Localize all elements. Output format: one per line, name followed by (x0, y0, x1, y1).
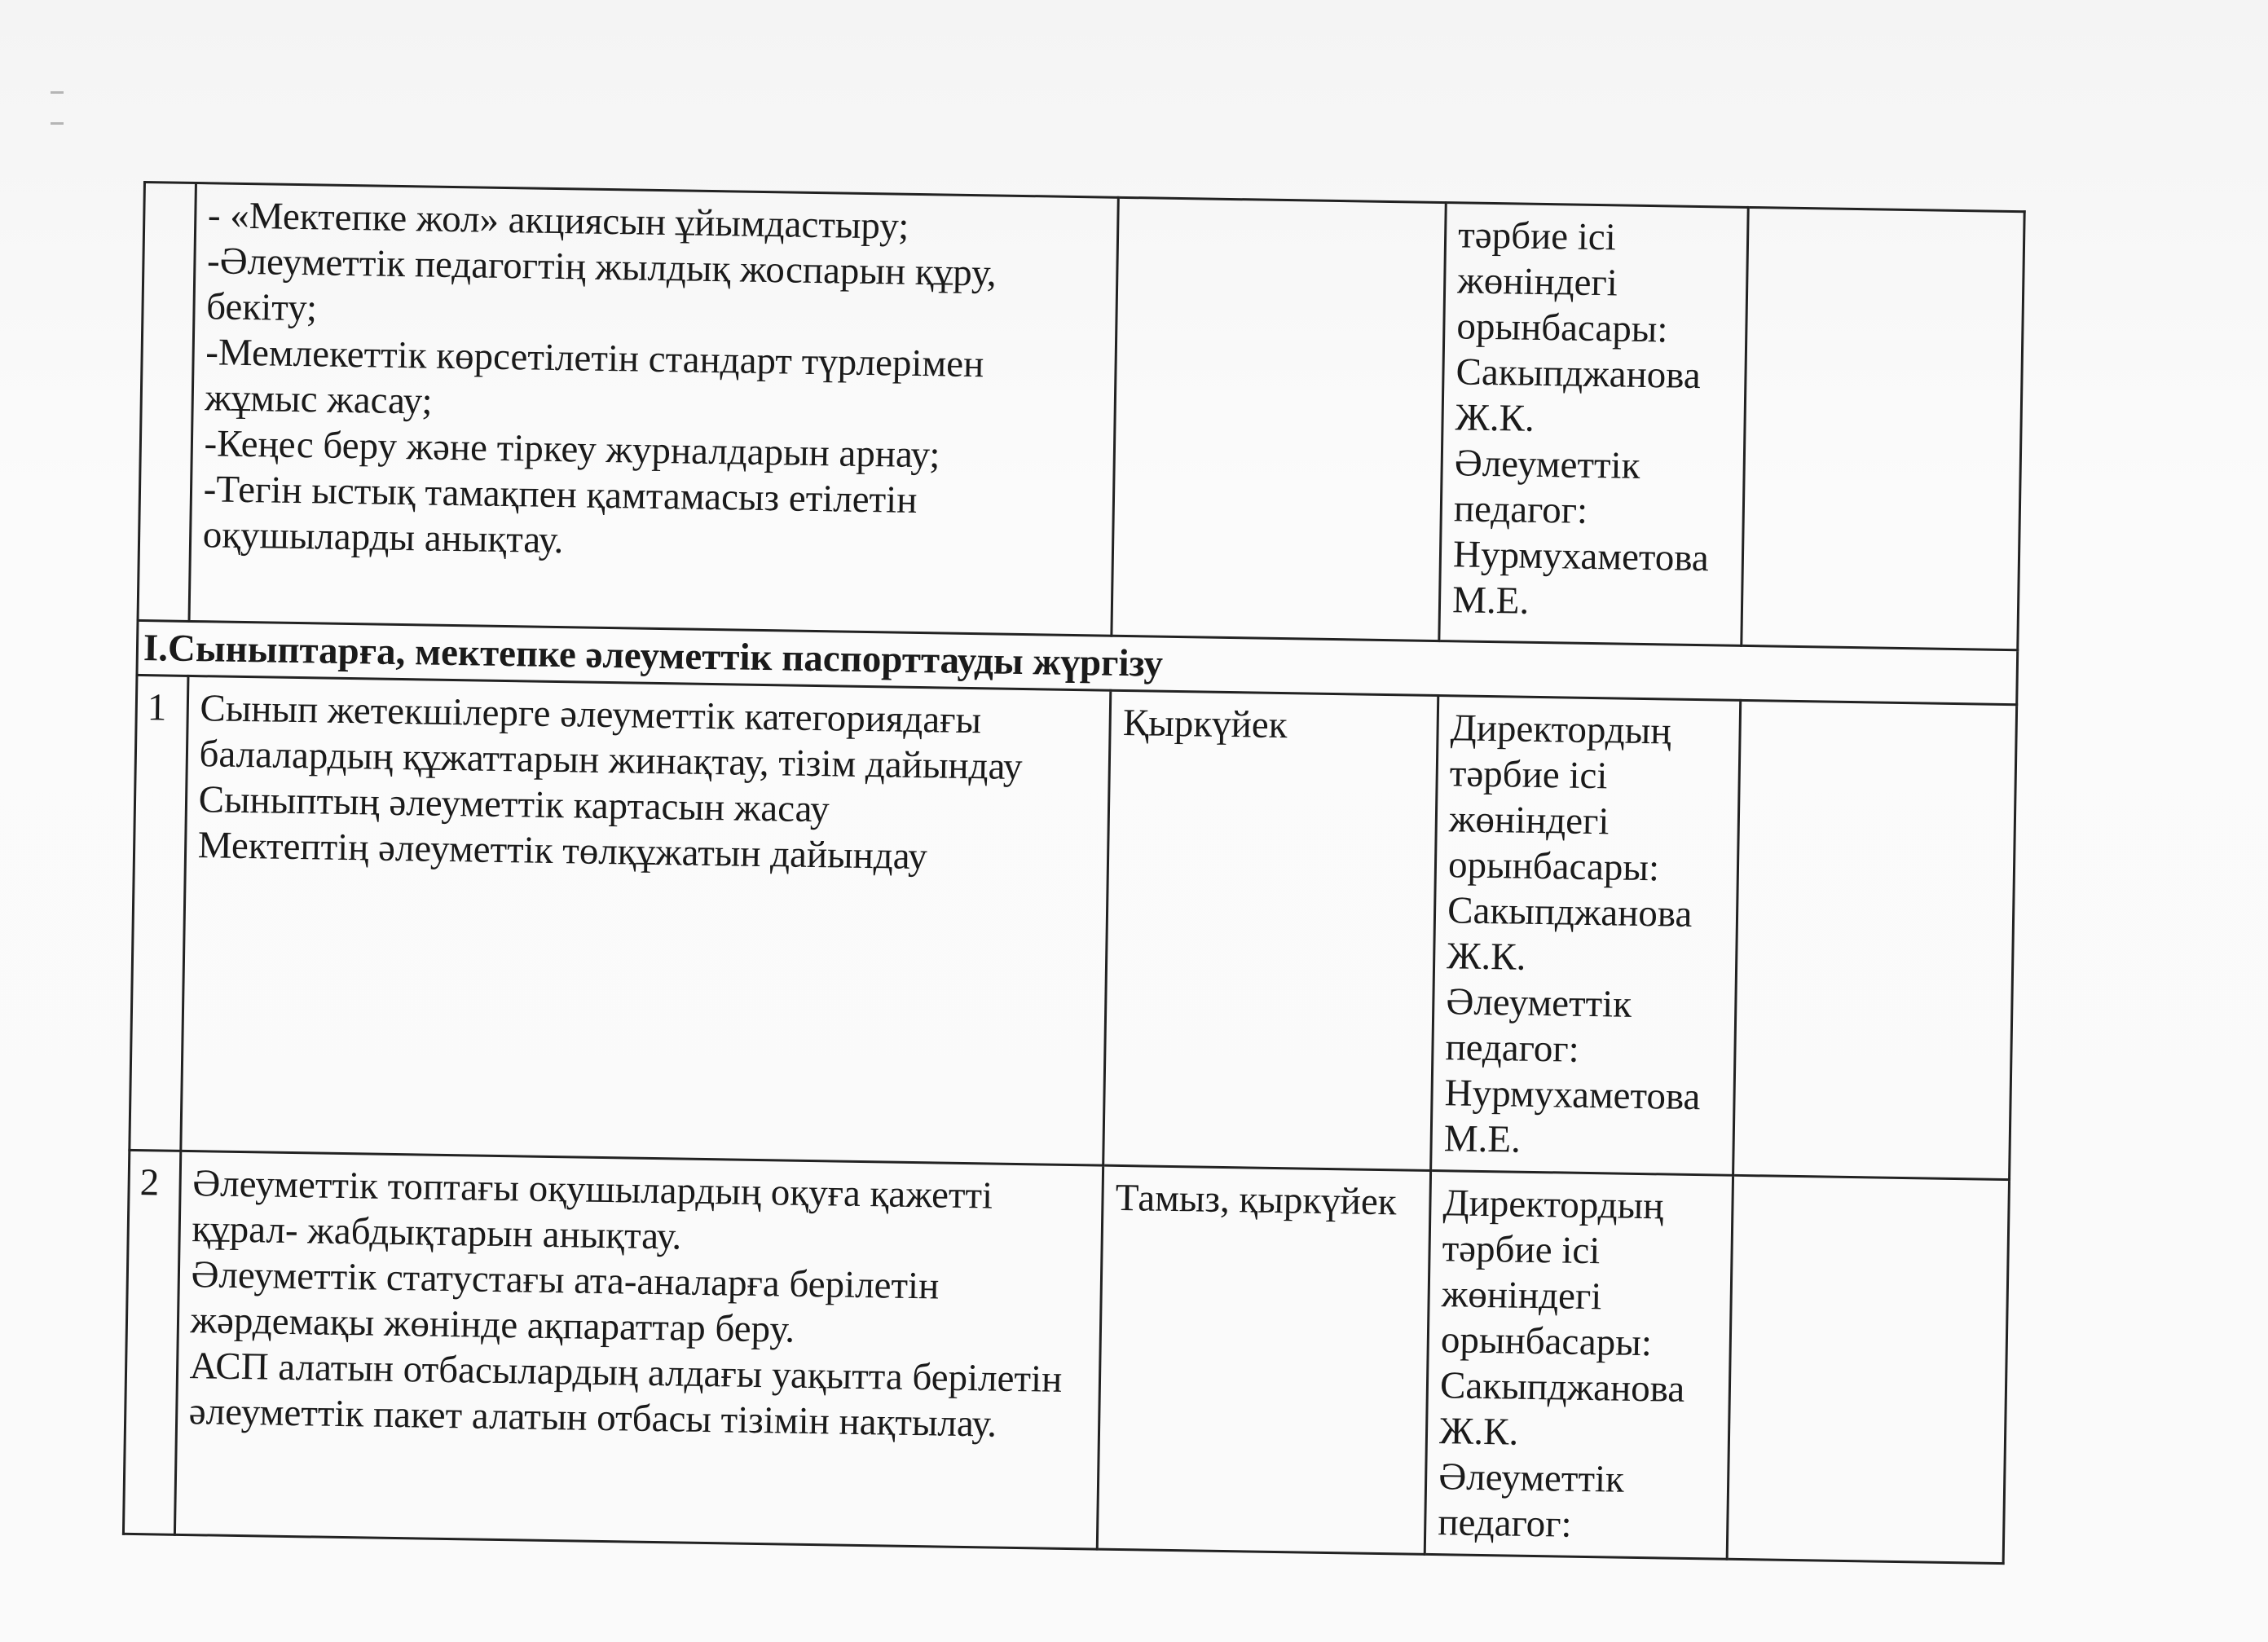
event-line: оқушыларды анықтау. (202, 513, 564, 562)
event-line: -Кеңес беру және тіркеу журналдарын арнау; (204, 422, 940, 477)
responsible-line: Нурмухаметова (1452, 533, 1710, 580)
date-cell (1112, 197, 1446, 641)
event-line: АСП алатын отбасылардың алдағы уақытта берілетін (189, 1345, 1063, 1401)
event-line: Мектептің әлеуметтік төлқұжатын дайындау (197, 824, 928, 878)
responsible-line: Әлеуметтік (1438, 1455, 1625, 1501)
responsible-line: орынбасары: (1447, 843, 1660, 890)
responsible-line: орынбасары: (1456, 305, 1668, 351)
responsible-line: Сакыпджанова (1447, 889, 1693, 935)
event-line: -Мемлекеттік көрсетілетін стандарт түрлерімен (205, 331, 984, 386)
row-number-cell: 2 (123, 1150, 180, 1534)
responsible-line: Ж.К. (1446, 935, 1526, 979)
table-row (123, 1150, 2009, 1563)
responsible-line: жөніндегі (1456, 259, 1618, 305)
event-line: -Тегін ыстық тамақпен қамтамасыз етілетін (203, 468, 918, 522)
event-line: Әлеуметтік статустағы ата-аналарға берілетін (191, 1253, 940, 1308)
table-row (130, 675, 2017, 1179)
responsible-line: педагог: (1438, 1501, 1572, 1546)
responsible-cell (1439, 203, 1748, 646)
date-cell: Қыркүйек (1103, 690, 1438, 1170)
responsible-line: тәрбие ісі (1449, 752, 1608, 798)
event-line: Сыныптың әлеуметтік картасын жасау (198, 778, 830, 831)
responsible-line: М.Е. (1443, 1117, 1522, 1161)
responsible-line: педагог: (1453, 487, 1588, 532)
event-cell (189, 183, 1119, 636)
responsible-line: Ж.К. (1455, 396, 1535, 440)
event-line: бекіту; (205, 285, 318, 330)
event-line: құрал- жабдықтарын анықтау. (192, 1208, 682, 1258)
responsible-line: Әлеуметтік (1446, 980, 1632, 1026)
responsible-line: Директордың (1442, 1182, 1664, 1228)
responsible-line: тәрбие ісі (1442, 1227, 1601, 1273)
row-number-cell (138, 183, 196, 622)
event-cell (174, 1151, 1103, 1549)
responsible-line: Нурмухаметова (1444, 1072, 1701, 1119)
responsible-cell (1431, 696, 1741, 1176)
responsible-line: Сакыпджанова (1455, 350, 1702, 398)
event-line: Сынып жетекшілерге әлеуметтік категориядағы (200, 687, 982, 742)
event-line: әлеуметтік пакет алатын отбасы тізімін нақтылау. (188, 1390, 997, 1446)
event-line: жәрдемақы жөнінде ақпараттар беру. (190, 1299, 795, 1351)
row-number-cell: 1 (130, 675, 188, 1151)
event-cell (180, 676, 1111, 1165)
responsible-line: тәрбие ісі (1457, 214, 1617, 259)
responsible-line: жөніндегі (1448, 798, 1610, 843)
section-heading: I.Сыныптарға, мектепке әлеуметтік паспорттауды жүргізу (137, 620, 2018, 704)
event-line: жұмыс жасау; (205, 376, 433, 423)
responsible-line: Директордың (1450, 707, 1671, 753)
page-edge-mark (51, 91, 64, 94)
responsible-cell (1425, 1170, 1733, 1559)
event-line: - «Мектепке жол» акциясын ұйымдастыру; (207, 194, 909, 248)
responsible-line: Ж.К. (1438, 1410, 1519, 1454)
responsible-line: Сакыпджанова (1439, 1364, 1685, 1411)
note-cell (1741, 207, 2024, 649)
page-edge-mark (51, 122, 64, 125)
responsible-line: орынбасары: (1440, 1318, 1653, 1365)
note-cell (1733, 700, 2016, 1179)
plan-table (122, 181, 2026, 1565)
note-cell (1727, 1175, 2010, 1563)
responsible-line: М.Е. (1451, 579, 1530, 623)
responsible-line: Әлеуметтік (1454, 442, 1640, 487)
responsible-line: жөніндегі (1441, 1273, 1602, 1318)
table-row-continuation (138, 183, 2024, 650)
date-cell: Тамыз, қыркүйек (1098, 1165, 1431, 1554)
event-line: Әлеуметтік топтағы оқушылардың оқуға қажетті (192, 1162, 993, 1217)
responsible-line: педагог: (1445, 1026, 1580, 1071)
event-line: -Әлеуметтік педагогтің жылдық жоспарын құру, (206, 240, 997, 295)
event-line: балалардың құжаттарын жинақтау, тізім дайындау (199, 733, 1023, 789)
